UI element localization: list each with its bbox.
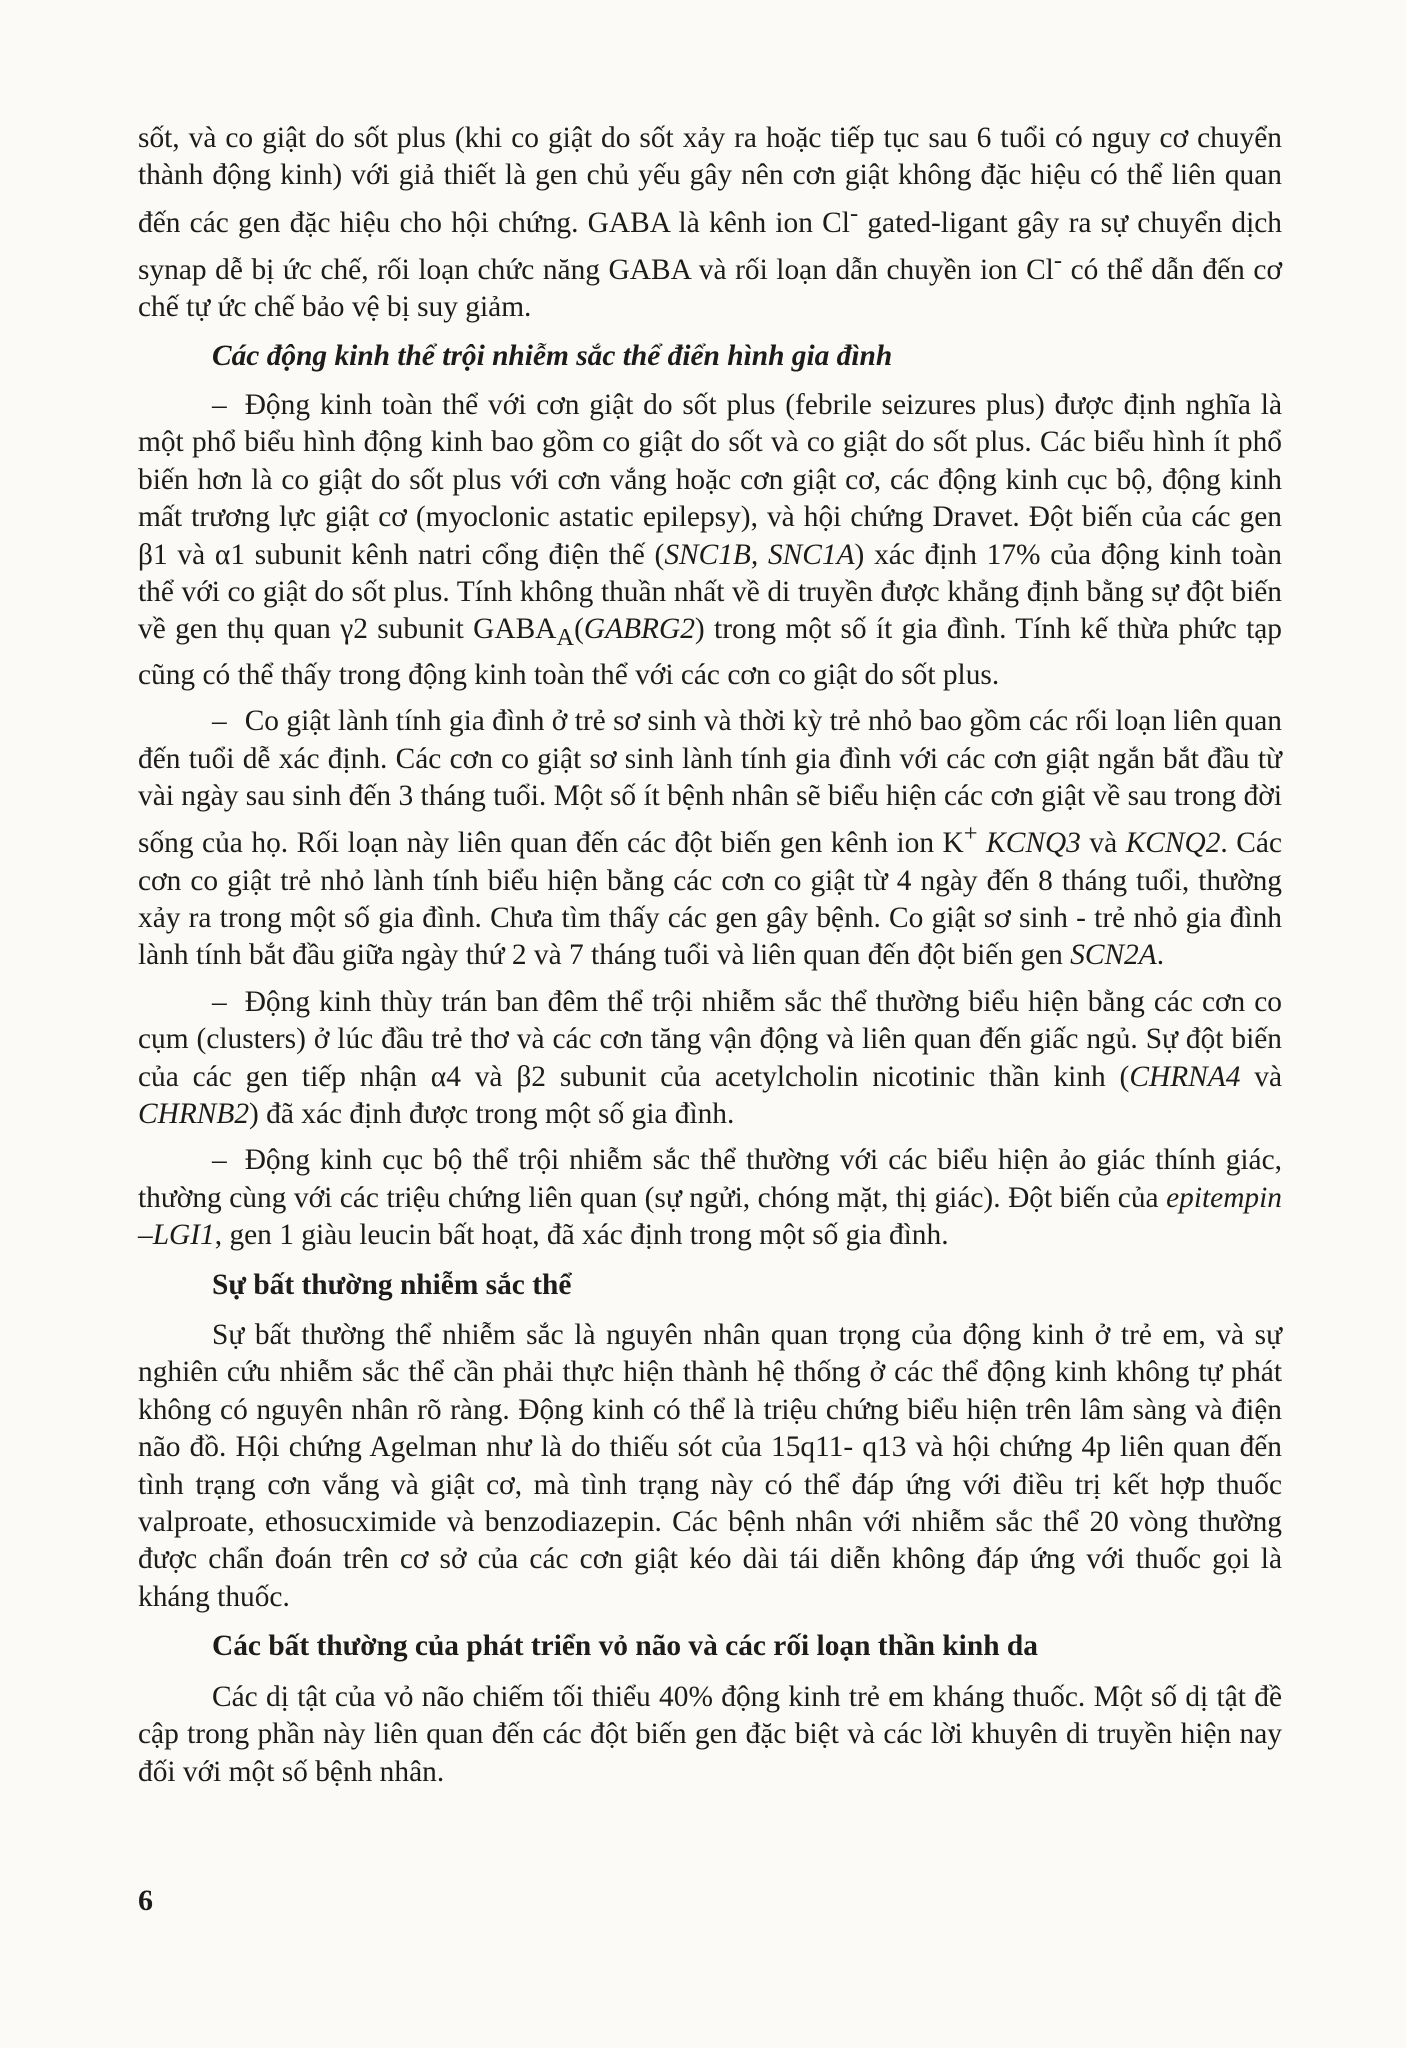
text: và [1240,1060,1282,1093]
dash-bullet: – [212,389,227,422]
text: ) đã xác định được trong một số gia đình. [249,1098,735,1131]
page-number: 6 [138,1884,153,1917]
text [978,827,987,859]
gene-name: SNC1B, SNC1A [664,538,855,571]
intro-paragraph [138,120,1282,327]
text: , gen 1 giàu leucin bất hoạt, đã xác định trong một số gia đình. [214,1219,949,1252]
text: và [1080,827,1126,860]
gene-name: GABRG2 [583,613,695,646]
text: . Các cơn co giật trẻ nhỏ lành tính biểu hiện bằng các cơn co giật từ 4 ngày đến 8 tháng tuổi, thường xảy ra trong một số gia đình. Chưa tìm thấy các gen gây bệnh. Co giật sơ sinh - trẻ nhỏ gia đình lành tính bắt đầu giữa ngày thứ 2 và 7 tháng tuổi và liên quan đến đột biến gen [138,827,1282,972]
dash-bullet: – [212,985,227,1018]
section-heading-familial-dominant: Các động kinh thể trội nhiễm sắc thể điển hình gia đình [212,339,893,372]
gene-name: SCN2A [1070,939,1157,972]
section-heading-cortical: Các bất thường của phát triển vỏ não và các rối loạn thần kinh da [212,1630,1038,1663]
gene-name: KCNQ2 [1125,827,1221,860]
gene-name: CHRNA4 [1129,1060,1241,1093]
section-heading-chromosome: Sự bất thường nhiễm sắc thể [212,1268,572,1301]
intro-text: sốt, và co giật do sốt plus (khi co giật do sốt xảy ra hoặc tiếp tục sau 6 tuổi có nguy cơ chuyển thành động kinh) với giả thiết là gen chủ yếu gây nên cơn giật không đặc hiệu có thể liên quan đến các gen đặc hiệu cho hội chứng. GABA là kênh ion Cl [138,122,1282,239]
superscript: - [1053,247,1063,275]
text: ) xác định 17% của động kinh toàn thể với co giật do sốt plus. Tính không thuần nhất về di truyền được khẳng định bằng sự đột biến về gen thụ quan γ2 subunit GABA [138,538,1283,646]
page-body [138,120,1282,2020]
dash-bullet: – [212,705,227,738]
text: Co giật lành tính gia đình ở trẻ sơ sinh và thời kỳ trẻ nhỏ bao gồm các rối loạn liên quan đến tuổi dễ xác định. Các cơn co giật sơ sinh lành tính gia đình với các cơn giật ngắn bắt đầu từ vài ngày sau sinh đến 3 tháng tuổi. Một số ít bệnh nhân sẽ biểu hiện các cơn giật về sau trong đời sống của họ. Rối loạn này liên quan đến các đột biến gen kênh ion K [138,705,1282,860]
paragraph-gefs-plus [138,387,1282,694]
subscript: A [556,624,575,652]
superscript: + [963,820,978,848]
paragraph-partial-epilepsy [138,1142,1282,1254]
gene-name: epitempin –LGI1 [138,1181,1282,1252]
text: . [1156,939,1165,972]
text: Động kinh cục bộ thể trội nhiễm sắc thể thường với các biểu hiện ảo giác thính giác, thường cùng với các triệu chứng liên quan (sự ngửi, chóng mặt, thị giác). Đột biến của [138,1144,1282,1214]
paragraph-frontal-lobe [138,984,1282,1134]
intro-text-2: gated-ligant gây ra sự chuyển dịch synap dễ bị ức chế, rối loạn chức năng GABA và rối loạn dẫn chuyền ion Cl [138,206,1282,286]
superscript: - [849,199,859,227]
paragraph-chromosome: Sự bất thường thể nhiễm sắc là nguyên nhân quan trọng của động kinh ở trẻ em, và sự nghiên cứu nhiễm sắc thể cần phải thực hiện thành hệ thống ở các thể động kinh không tự phát không có nguyên nhân rõ ràng. Động kinh có thể là triệu chứng biểu hiện trên lâm sàng và điện não đồ. Hội chứng Agelman như là do thiếu sót của 15q11- q13 và hội chứng 4p liên quan đến tình trạng cơn vắng và giật cơ, mà tình trạng này có thể đáp ứng với điều trị kết hợp thuốc valproate, ethosucximide và benzodiazepin. Các bệnh nhân với nhiễm sắc thể 20 vòng thường được chẩn đoán trên cơ sở của các cơn giật kéo dài tái diễn không đáp ứng với thuốc gọi là kháng thuốc. [138,1319,1282,1613]
text: Động kinh thùy trán ban đêm thể trội nhiễm sắc thể thường biểu hiện bằng các cơn co cụm (clusters) ở lúc đầu trẻ thơ và các cơn tăng vận động và liên quan đến giấc ngủ. Sự đột biến của các gen tiếp nhận α4 và β2 subunit của acetylcholin nicotinic thần kinh ( [138,985,1282,1093]
paragraph-benign-neonatal [138,703,1282,975]
paragraph-cortical: Các dị tật của vỏ não chiếm tối thiểu 40% động kinh trẻ em kháng thuốc. Một số dị tật đề cập trong phần này liên quan đến các đột biến gen đặc biệt và các lời khuyên di truyền hiện nay đối với một số bệnh nhân. [138,1680,1282,1788]
dash-bullet: – [212,1144,227,1177]
intro-text-3: có thể dẫn đến cơ chế tự ức chế bảo vệ bị suy giảm. [138,253,1282,324]
text: ) trong một số ít gia đình. Tính kế thừa phức tạp cũng có thể thấy trong động kinh toàn thể với các cơn co giật do sốt plus. [138,613,1282,691]
gene-name: CHRNB2 [138,1098,250,1131]
text: ( [574,613,584,646]
gene-name: KCNQ3 [986,827,1081,860]
text: Động kinh toàn thể với cơn giật do sốt plus (febrile seizures plus) được định nghĩa là một phổ biểu hình động kinh bao gồm co giật do sốt và co giật do sốt plus. Các biểu hình ít phổ biến hơn là co giật do sốt plus với cơn vắng hoặc cơn giật cơ, các động kinh cục bộ, động kinh mất trương lực giật cơ (myoclonic astatic epilepsy), và hội chứng Dravet. Đột biến của các gen β1 và α1 subunit kênh natri cổng điện thế ( [138,389,1282,571]
